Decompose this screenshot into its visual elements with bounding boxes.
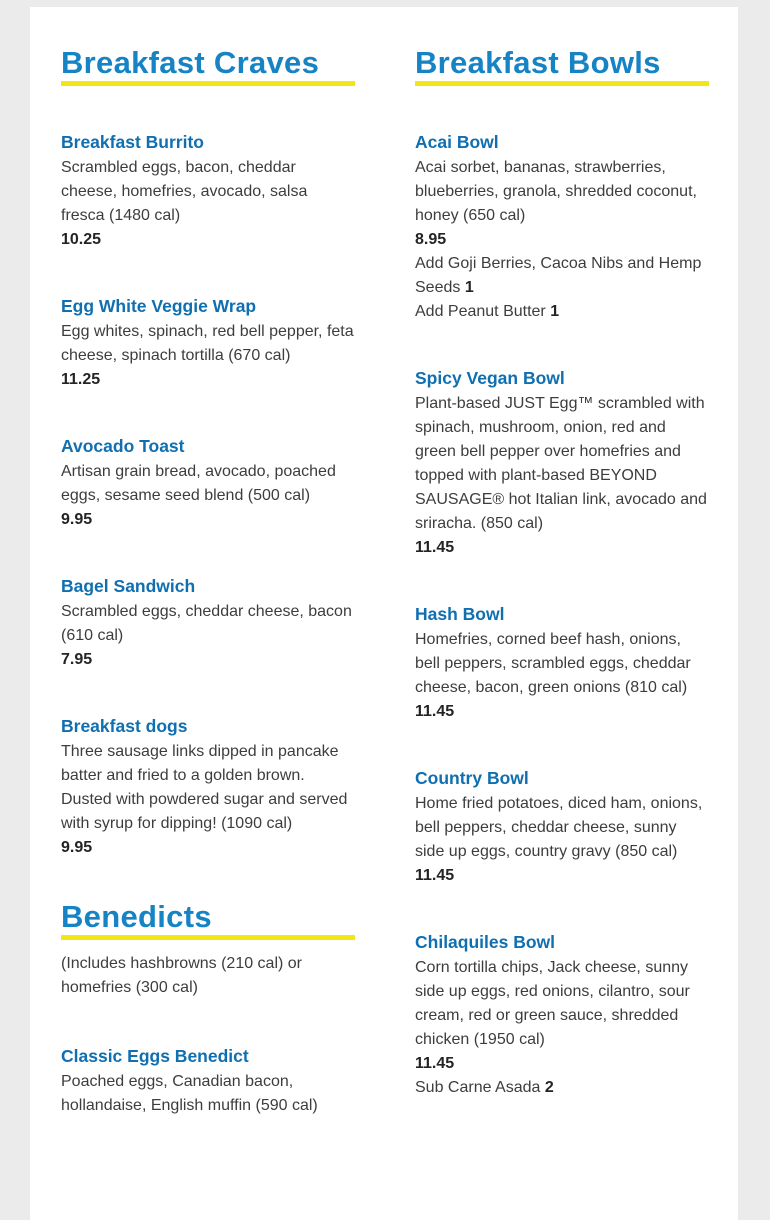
item-description: Egg whites, spinach, red bell pepper, feta cheese, spinach tortilla (670 cal) [61,323,354,364]
menu-item [415,366,709,560]
section-title: Breakfast Bowls [415,48,709,86]
item-name: Egg White Veggie Wrap [61,296,257,316]
item-name: Chilaquiles Bowl [415,932,556,952]
menu-item [61,714,355,860]
menu-item [61,434,355,532]
item-name: Classic Eggs Benedict [61,1046,249,1066]
item-price: 9.95 [61,511,93,528]
menu-section-breakfast-bowls [415,45,709,1100]
menu-item [61,130,355,252]
item-description: Plant-based JUST Egg™ scrambled with spinach, mushroom, onion, red and green bell pepper over homefries and topped with plant-based BEYOND SAUSAGE® hot Italian link, avocado and sriracha. (850 cal) [415,395,707,532]
addon-price: 1 [464,279,474,296]
item-description: Corn tortilla chips, Jack cheese, sunny side up eggs, red onions, cilantro, sour cream, red or green sauce, shredded chicken (1950 cal) [415,959,690,1048]
item-name: Bagel Sandwich [61,576,196,596]
item-name: Spicy Vegan Bowl [415,368,565,388]
menu-item [415,766,709,888]
addon-label: Add Peanut Butter [415,303,551,320]
menu-column-left [61,45,355,1160]
addon-line [415,252,709,300]
item-name: Avocado Toast [61,436,185,456]
addon-label: Sub Carne Asada [415,1079,545,1096]
menu-item [415,602,709,724]
menu-item [61,574,355,672]
item-name: Breakfast Burrito [61,132,204,152]
item-price: 11.25 [61,371,101,388]
item-price: 7.95 [61,651,93,668]
item-name: Hash Bowl [415,604,505,624]
item-description: Home fried potatoes, diced ham, onions, bell peppers, cheddar cheese, sunny side up eggs, country gravy (850 cal) [415,795,703,860]
item-description: Homefries, corned beef hash, onions, bell peppers, scrambled eggs, cheddar cheese, bacon, green onions (810 cal) [415,631,691,696]
menu-section-benedicts [61,899,355,1118]
addon-line [415,1076,709,1100]
item-description: Acai sorbet, bananas, strawberries, blueberries, granola, shredded coconut, honey (650 cal) [415,159,697,224]
item-name: Breakfast dogs [61,716,188,736]
menu-item [415,130,709,324]
item-name: Country Bowl [415,768,529,788]
item-price: 11.45 [415,867,455,884]
addon-price: 2 [544,1079,554,1096]
item-description: Artisan grain bread, avocado, poached eggs, sesame seed blend (500 cal) [61,463,336,504]
section-note: (Includes hashbrowns (210 cal) or homefries (300 cal) [61,955,303,996]
item-price: 11.45 [415,1055,455,1072]
menu-item [415,930,709,1100]
item-name: Acai Bowl [415,132,499,152]
item-price: 9.95 [61,839,93,856]
section-title: Benedicts [61,902,355,940]
menu-item [61,1044,355,1118]
item-price: 11.45 [415,703,455,720]
addon-label: Add Goji Berries, Cacoa Nibs and Hemp Seeds [415,255,702,296]
addon-price: 1 [550,303,560,320]
addon-line [415,300,709,324]
page [0,7,770,1114]
menu-item [61,294,355,392]
item-price: 8.95 [415,231,447,248]
menu-column-right [415,45,709,1160]
menu-columns [61,45,709,1160]
item-description: Scrambled eggs, bacon, cheddar cheese, homefries, avocado, salsa fresca (1480 cal) [61,159,308,224]
menu-card [30,7,738,1220]
item-price: 11.45 [415,539,455,556]
item-description: Scrambled eggs, cheddar cheese, bacon (610 cal) [61,603,352,644]
item-price: 10.25 [61,231,102,248]
item-description: Three sausage links dipped in pancake batter and fried to a golden brown. Dusted with powdered sugar and served with syrup for dipping! (1090 cal) [61,743,348,832]
section-title: Breakfast Craves [61,48,355,86]
menu-section-breakfast-craves [61,45,355,860]
item-description: Poached eggs, Canadian bacon, hollandaise, English muffin (590 cal) [61,1073,318,1114]
